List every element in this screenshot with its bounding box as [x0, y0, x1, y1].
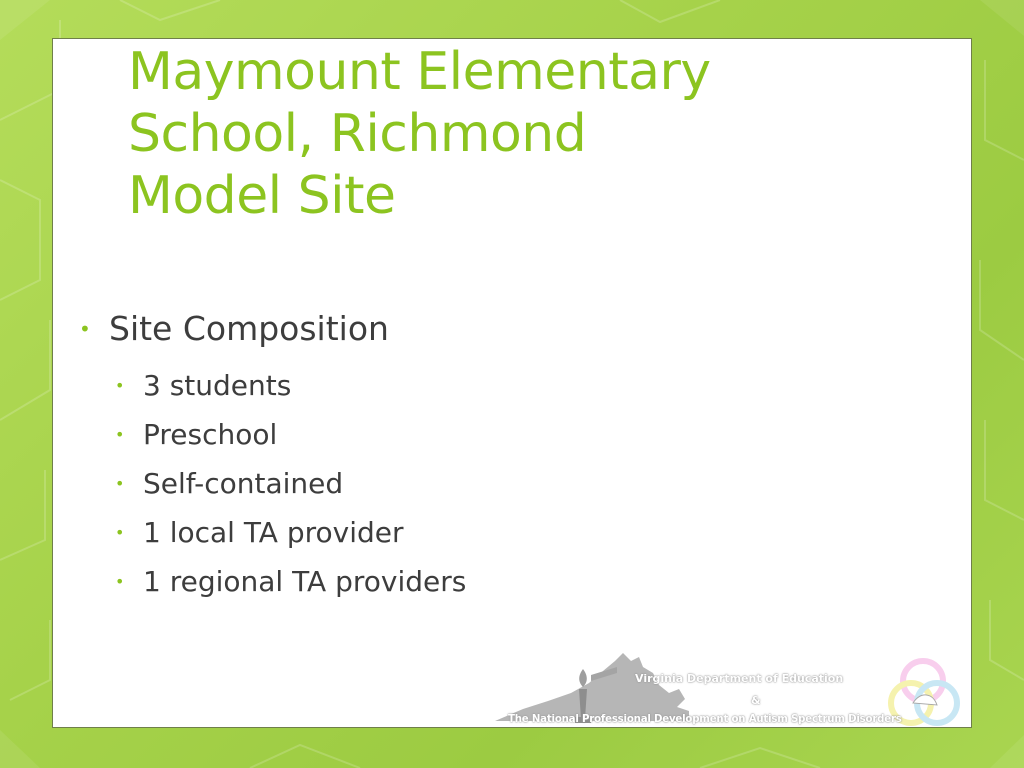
sub-bullet-text: 1 local TA provider — [143, 516, 404, 549]
sub-bullet-text: Preschool — [143, 418, 278, 451]
sub-bullet-item — [79, 361, 939, 410]
bullet-dot-icon: • — [115, 376, 125, 395]
virginia-map-icon — [495, 653, 689, 721]
bullet-dot-icon: • — [115, 523, 125, 542]
slide-title — [128, 41, 711, 227]
sub-bullet-text: 1 regional TA providers — [143, 565, 467, 598]
bullet-heading: Site Composition — [109, 309, 389, 348]
bullet-dot-icon: • — [115, 425, 125, 444]
sub-bullet-text: Self-contained — [143, 467, 344, 500]
sub-bullet-item — [79, 459, 939, 508]
bullet-item — [79, 307, 939, 351]
sub-bullet-item — [79, 557, 939, 606]
logo-partner-name: The National Professional Development on Autism Spectrum Disorders — [508, 714, 902, 725]
bullet-list — [79, 307, 939, 606]
bullet-dot-icon: • — [115, 474, 125, 493]
title-line: School, Richmond — [128, 104, 587, 164]
sponsor-logo — [493, 649, 968, 729]
title-line: Maymount Elementary — [128, 42, 711, 102]
sub-bullet-text: 3 students — [143, 369, 292, 402]
logo-org-name: Virginia Department of Education — [635, 672, 844, 685]
logo-ampersand: & — [751, 694, 761, 707]
bullet-dot-icon: • — [79, 317, 91, 341]
slide-panel — [52, 38, 972, 728]
sub-bullet-item — [79, 508, 939, 557]
sub-bullet-item — [79, 410, 939, 459]
title-line: Model Site — [128, 166, 396, 226]
bullet-dot-icon: • — [115, 572, 125, 591]
